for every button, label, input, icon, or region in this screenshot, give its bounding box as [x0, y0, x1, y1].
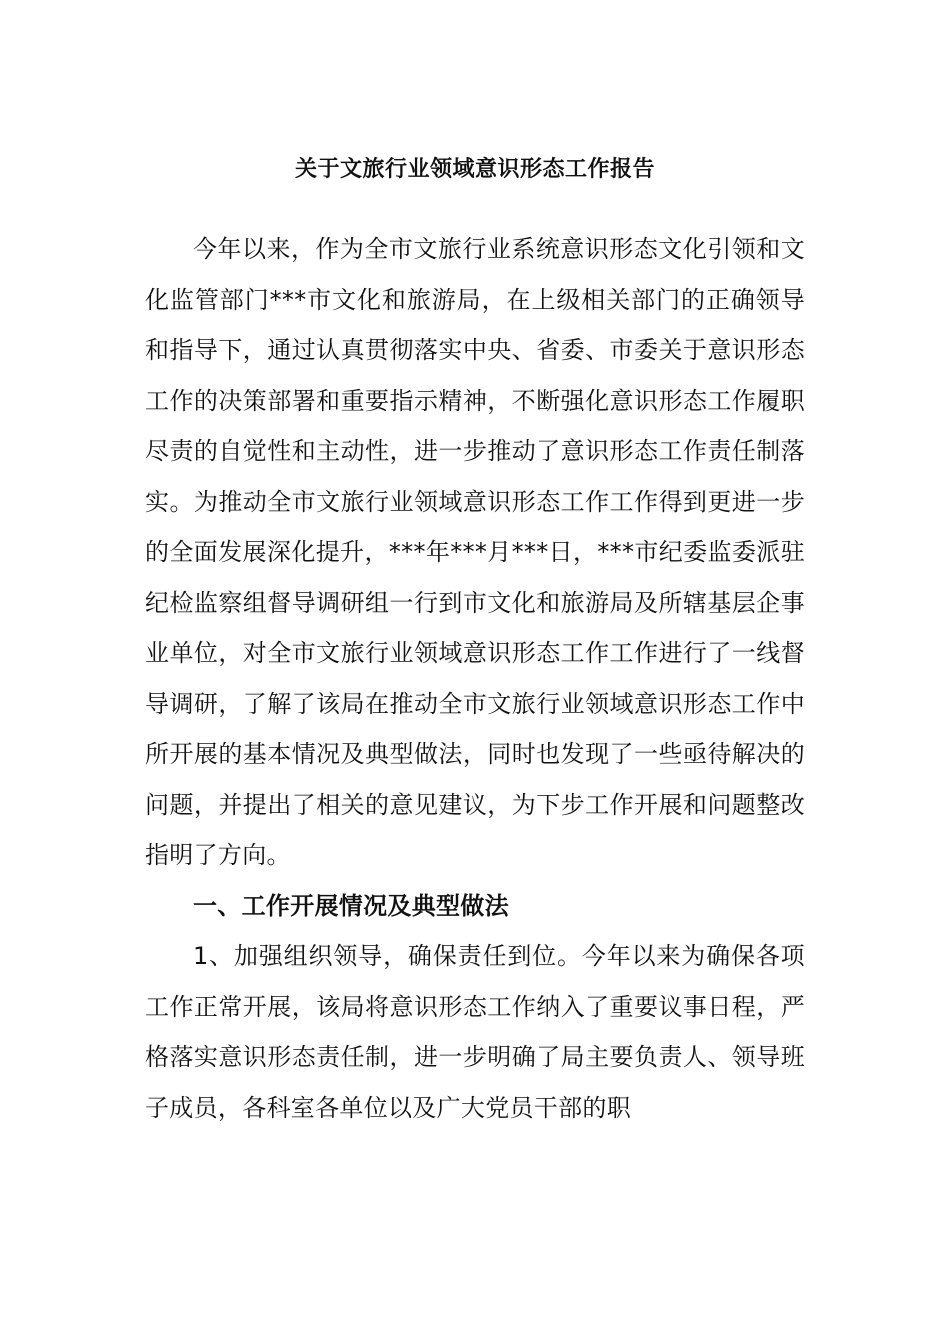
- section-paragraph: 1、加强组织领导，确保责任到位。今年以来为确保各项工作正常开展，该局将意识形态工作纳入了重要议事日程，严格落实意识形态责任制，进一步明确了局主要负责人、领导班子成员，各科室各单位以及广大党员干部的职: [145, 942, 805, 1122]
- section-heading: 一、工作开展情况及典型做法: [193, 891, 509, 920]
- intro-paragraph: 今年以来，作为全市文旅行业系统意识形态文化引领和文化监管部门***市文化和旅游局，在上级相关部门的正确领导和指导下，通过认真贯彻落实中央、省委、市委关于意识形态工作的决策部署和重要指示精神，不断强化意识形态工作履职尽责的自觉性和主动性，进一步推动了意识形态工作责任制落实。为推动全市文旅行业领域意识形态工作工作得到更进一步的全面发展深化提升，***年***月***日，***市纪委监委派驻纪检监察组督导调研组一行到市文化和旅游局及所辖基层企事业单位，对全市文旅行业领域意识形态工作工作进行了一线督导调研，了解了该局在推动全市文旅行业领域意识形态工作中所开展的基本情况及典型做法，同时也发现了一些亟待解决的问题，并提出了相关的意见建议，为下步工作开展和问题整改指明了方向。: [145, 235, 805, 869]
- document-title: 关于文旅行业领域意识形态工作报告: [294, 157, 655, 182]
- document-body: [145, 224, 805, 1133]
